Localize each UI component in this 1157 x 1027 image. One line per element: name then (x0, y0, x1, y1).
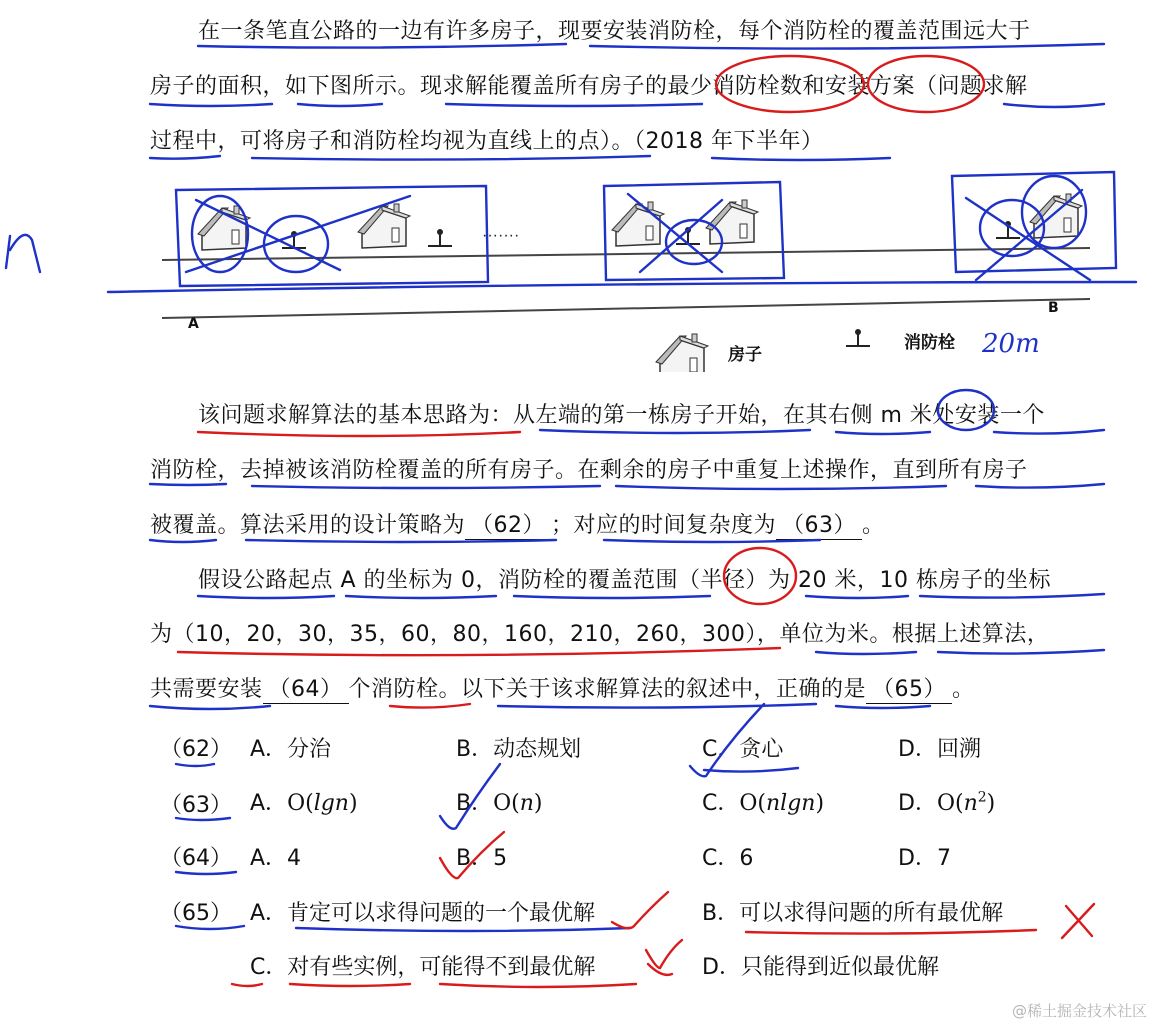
q62-option-d: D．回溯 (898, 737, 981, 762)
q62-number: （62） (160, 737, 232, 762)
problem-line-1: 在一条笔直公路的一边有许多房子，现要安装消防栓，每个消防栓的覆盖范围远大于 (198, 19, 1031, 44)
hydrant-icon (428, 229, 452, 246)
problem-line-3: 过程中，可将房子和消防栓均视为直线上的点）。（2018 年下半年） (150, 129, 824, 154)
hydrant-icon (282, 231, 306, 248)
math-o-nlogn: O(nlgn) (739, 791, 825, 816)
range-note-20m: 20m (982, 329, 1040, 359)
house-icon (1030, 194, 1082, 238)
q64-option-b: B．5 (456, 846, 508, 871)
q64-option-c: C．6 (702, 846, 754, 871)
q65-option-c: C．对有些实例，可能得不到最优解 (250, 955, 596, 980)
problem-line-2: 房子的面积，如下图所示。现求解能覆盖所有房子的最少消防栓数和安装方案（问题求解 (150, 74, 1028, 99)
q65-number: （65） (160, 901, 232, 926)
q65-option-b: B．可以求得问题的所有最优解 (702, 901, 1004, 926)
point-a-label: A (188, 316, 199, 332)
legend-house-label: 房子 (728, 345, 762, 365)
blank-62: （62） (465, 508, 551, 540)
q62-option-a: A．分治 (250, 737, 332, 762)
house-hydrant-figure (148, 172, 1144, 372)
algorithm-line-2: 消防栓，去掉被该消防栓覆盖的所有房子。在剩余的房子中重复上述操作，直到所有房子 (150, 458, 1028, 483)
q63-option-a: A．O(lgn) (250, 791, 358, 816)
q62-option-b: B．动态规划 (456, 737, 582, 762)
algorithm-line-3: 被覆盖。算法采用的设计策略为 （62） ；对应的时间复杂度为 （63） 。 (150, 508, 885, 540)
house-icon (706, 200, 758, 244)
legend-hydrant-label: 消防栓 (904, 333, 955, 353)
q63-option-b: B．O(n) (456, 791, 543, 816)
blank-64: （64） (263, 672, 349, 704)
q64-option-a: A．4 (250, 846, 302, 871)
hydrant-icon (676, 227, 700, 244)
q63-option-c: C．O(nlgn) (702, 791, 825, 816)
legend-house-icon (656, 334, 708, 372)
math-o-n-squared: $O(n^2)$ (936, 789, 996, 816)
q63-number: （63） (160, 793, 232, 818)
assumption-line-1: 假设公路起点 A 的坐标为 0，消防栓的覆盖范围（半径）为 20 米，10 栋房子的坐标 (198, 568, 1051, 593)
q62-option-c: C．贪心 (702, 737, 784, 762)
house-icon (358, 204, 410, 248)
legend-hydrant-icon (846, 329, 870, 346)
q65-option-a: A．肯定可以求得问题的一个最优解 (250, 901, 596, 926)
assumption-line-3: 共需要安装 （64） 个消防栓。以下关于该求解算法的叙述中，正确的是 （65） 。 (150, 672, 975, 704)
blank-63: （63） (776, 508, 862, 540)
house-icon (612, 202, 664, 246)
assumption-line-2: 为（10，20，30，35，60，80，160，210，260，300），单位为米。根据上述算法， (150, 622, 1050, 647)
house-icon (198, 206, 250, 250)
hydrant-icon (996, 221, 1020, 238)
q65-option-d: D．只能得到近似最优解 (702, 955, 939, 980)
blank-65: （65） (866, 672, 952, 704)
q63-option-d: D．$O(n^2)$ (898, 789, 996, 816)
point-b-label: B (1048, 300, 1059, 316)
q64-number: （64） (160, 846, 232, 871)
watermark: @稀土掘金技术社区 (1011, 1002, 1147, 1020)
algorithm-line-1: 该问题求解算法的基本思路为：从左端的第一栋房子开始，在其右侧 m 米处安装一个 (198, 403, 1045, 428)
svg-text:·······: ······· (482, 227, 520, 244)
math-o-log-n: O(lgn) (287, 791, 358, 816)
math-o-n: O(n) (493, 791, 543, 816)
q64-option-d: D．7 (898, 846, 951, 871)
